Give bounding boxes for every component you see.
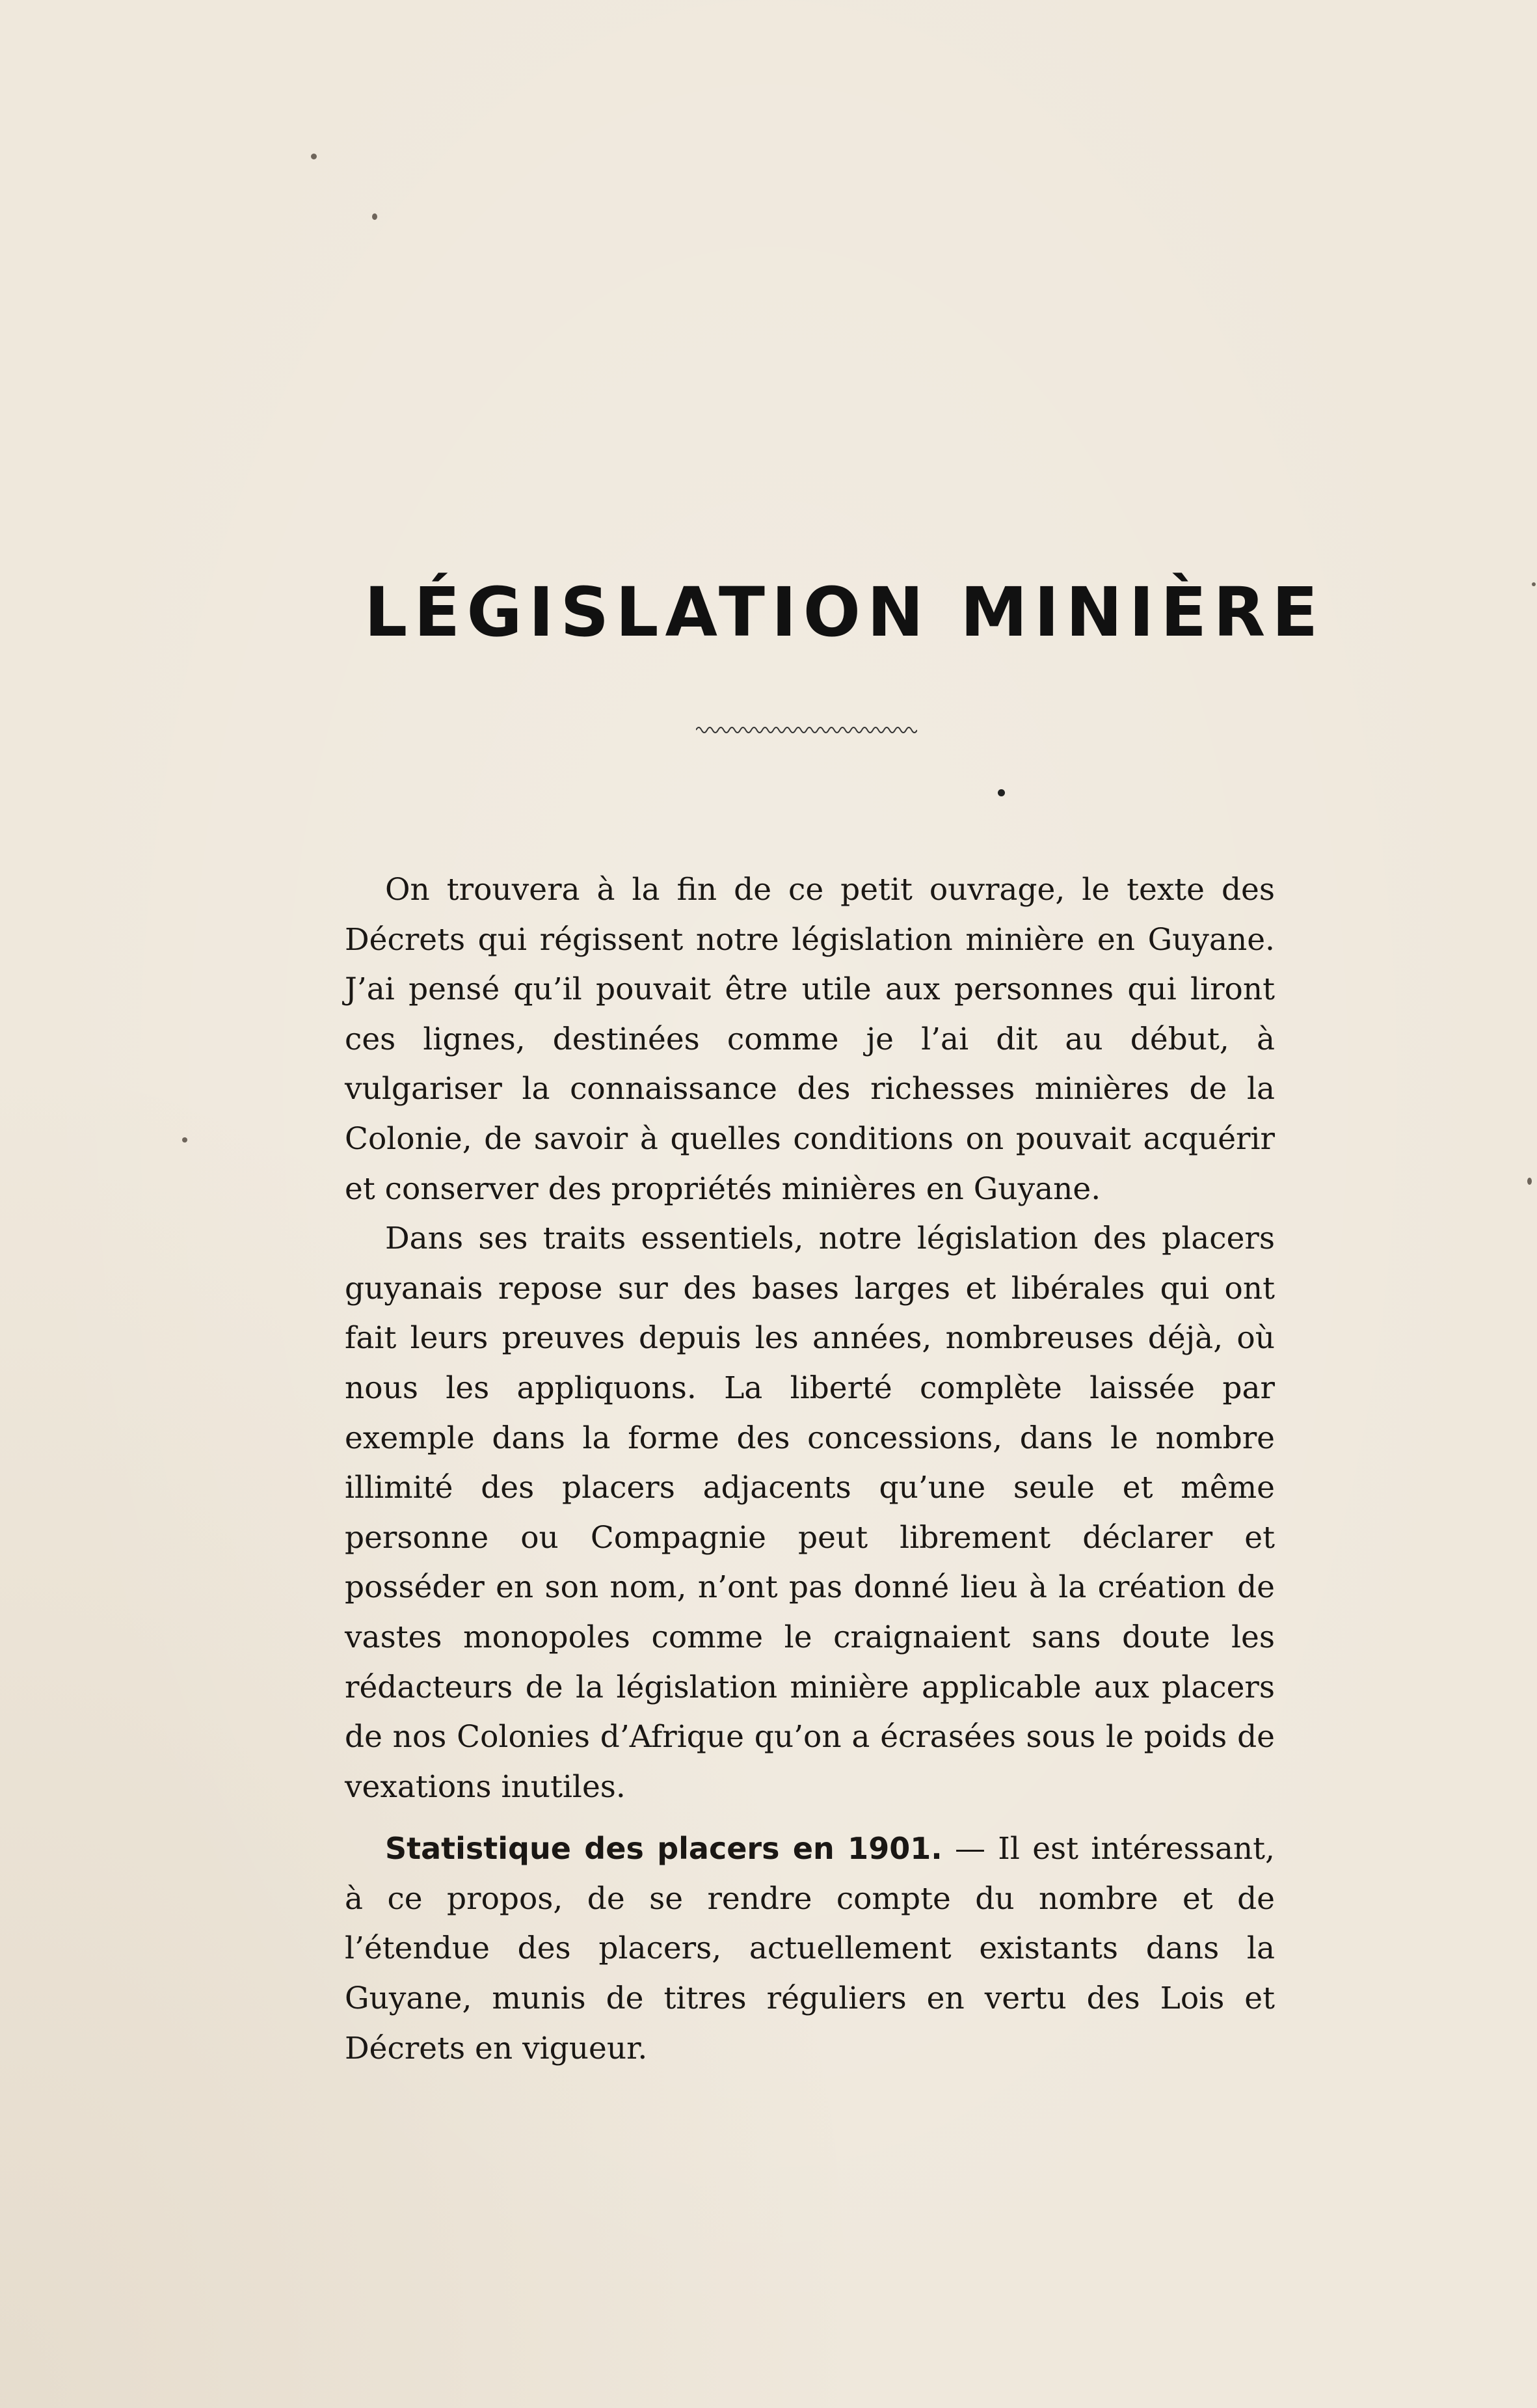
paper-speck (1532, 582, 1536, 586)
ornament-dot (998, 789, 1005, 796)
paper-speck (1527, 1178, 1532, 1185)
paragraph-legislation: Dans ses traits essentiels, notre législation des placers guyanais repose sur des bases larges et libérales qui ont fait leurs preuves depuis les années, nombreuses déjà, où nous les appliquons. La liberté complète laissée par exemple dans la forme des concessions, dans le nombre illimité des placers adjacents qu’une seule et même personne ou Compagnie peut librement déclarer et posséder en son nom, n’ont pas donné lieu à la création de vastes monopoles comme le craignaient sans doute les rédacteurs de la législation minière applicable aux placers de nos Colonies d’Afrique qu’on a écrasées sous le poids de vexations inutiles. (345, 1221, 1275, 1805)
paper-speck (372, 213, 377, 220)
section-statistics (345, 1824, 1275, 2074)
section-text: — Il est intéressant, à ce propos, de se rendre compte du nombre et de l’étendue des placers, actuellement existants dans la Guyane, munis de titres réguliers en vertu des Lois et Décrets en vigueur. (345, 1831, 1275, 2066)
paragraph-intro: On trouvera à la fin de ce petit ouvrage, le texte des Décrets qui régissent notre législation minière en Guyane. J’ai pensé qu’il pouvait être utile aux personnes qui liront ces lignes, destinées comme je l’ai dit au début, à vulgariser la connaissance des richesses minières de la Colonie, de savoir à quelles conditions on pouvait acquérir et conserver des propriétés minières en Guyane. (345, 872, 1275, 1207)
paper-speck (311, 154, 317, 159)
page-title: LÉGISLATION MINIÈRE (364, 573, 1325, 652)
body-text (345, 865, 1275, 2074)
wavy-rule-ornament (696, 724, 917, 737)
paper-speck (182, 1137, 187, 1143)
section-heading: Statistique des placers en 1901. (385, 1831, 942, 1867)
